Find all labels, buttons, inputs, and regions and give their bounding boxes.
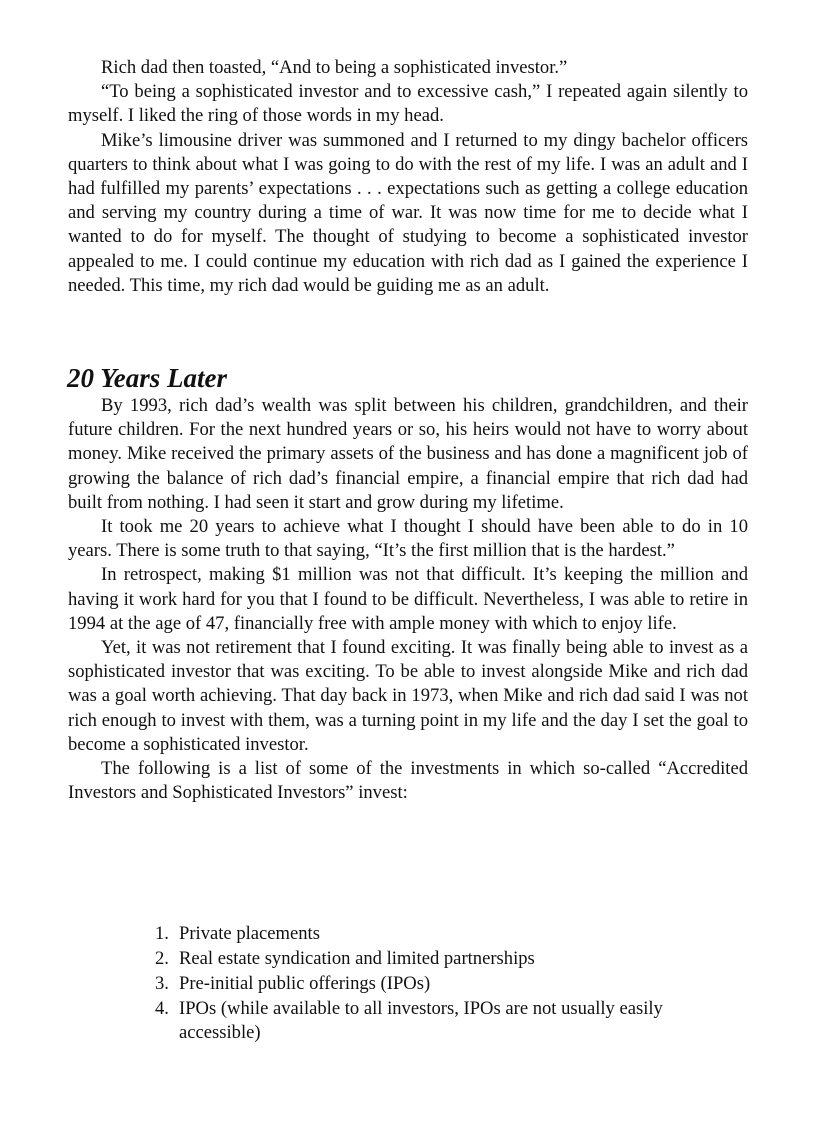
list-item <box>150 922 740 946</box>
paragraph-20-years: It took me 20 years to achieve what I thought I should have been able to do in 10 years. There is some truth to that saying, “It’s the first million that is the hardest.” <box>68 516 748 562</box>
list-item-text: Real estate syndication and limited partnerships <box>179 948 535 969</box>
list-number: 1. <box>155 923 169 944</box>
list-item-text: Pre-initial public offerings (IPOs) <box>179 973 431 994</box>
list-number: 4. <box>155 998 169 1019</box>
list-item-text: IPOs (while available to all investors, IPOs are not usually easily accessible) <box>179 998 663 1044</box>
list-item-text: Private placements <box>179 923 320 944</box>
section-body <box>68 394 748 805</box>
investment-list <box>150 922 740 1046</box>
paragraph-retirement: Yet, it was not retirement that I found exciting. It was finally being able to invest as a sophisticated investor that was exciting. To be able to invest alongside Mike and rich dad was a goal worth achieving. That day back in 1973, when Mike and rich dad said I was not rich enough to invest with them, was a turning point in my life and the day I set the goal to become a sophisticated investor. <box>68 637 748 755</box>
paragraph-repeated: “To being a sophisticated investor and to excessive cash,” I repeated again silently to myself. I liked the ring of those words in my head. <box>68 81 748 127</box>
paragraph-toast: Rich dad then toasted, “And to being a sophisticated investor.” <box>101 57 568 78</box>
paragraph-1993: By 1993, rich dad’s wealth was split between his children, grandchildren, and their future children. For the next hundred years or so, his heirs would not have to worry about money. Mike received the primary assets of the business and has done a magnificent job of growing the balance of rich dad’s financial empire, a financial empire that rich dad had built from nothing. I had seen it start and grow during my lifetime. <box>68 395 748 513</box>
list-item <box>150 997 740 1046</box>
paragraph-limousine: Mike’s limousine driver was summoned and I returned to my dingy bachelor officers quarters to think about what I was going to do with the rest of my life. I was an adult and I had fulfilled my parents’ expectations . . . expectations such as getting a college education and serving my country during a time of war. It was now time for me to decide what I wanted to do for myself. The thought of studying to become a sophisticated investor appealed to me. I could continue my education with rich dad as I gained the experience I needed. This time, my rich dad would be guiding me as an adult. <box>68 129 748 296</box>
paragraph-retrospect: In retrospect, making $1 million was not that difficult. It’s keeping the million and having it work hard for you that I found to be difficult. Nevertheless, I was able to retire in 1994 at the age of 47, financially free with ample money with which to enjoy life. <box>68 564 748 634</box>
list-number: 2. <box>155 948 169 969</box>
paragraph-list-intro: The following is a list of some of the investments in which so-called “Accredited Investors and Sophisticated Investors” invest: <box>68 758 748 804</box>
intro-text <box>68 56 748 298</box>
section-heading: 20 Years Later <box>67 363 227 393</box>
list-item <box>150 947 740 971</box>
list-number: 3. <box>155 973 169 994</box>
list-item <box>150 972 740 996</box>
